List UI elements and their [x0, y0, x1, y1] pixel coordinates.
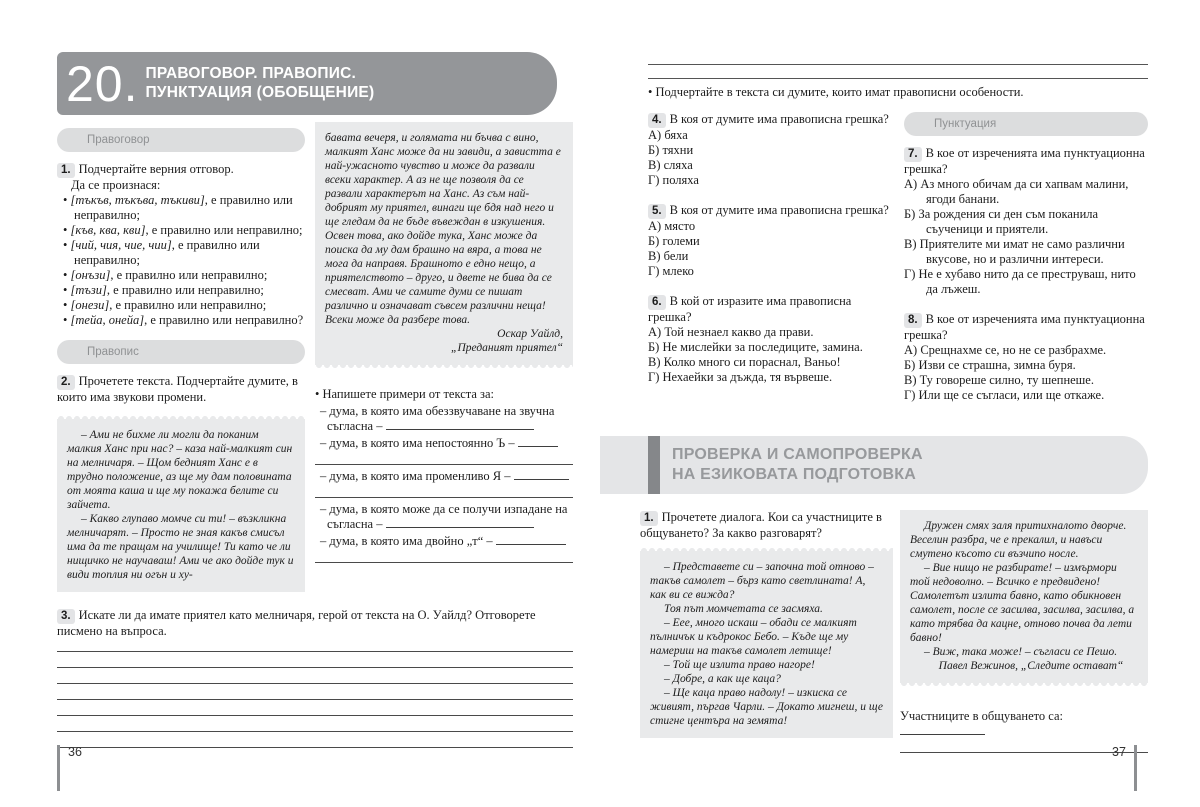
write-line [648, 78, 1148, 79]
excerpt-work-title: „Преданият приятел“ [451, 342, 563, 354]
page-footer-right [1112, 745, 1137, 791]
example-item: – дума, в която може да се получи изпадане на съгласна – [320, 502, 568, 531]
exercise-2-chip: 2. [57, 375, 75, 390]
answer-option: В) бели [648, 249, 689, 263]
excerpt-paragraph: – Какво глупаво момче си ти! – възкликна мелничарят. – Просто не зная какъв смисъл има да те пращам на училище! Ти като че ли нищичко не научаваш! Ами че ако дойде тук и види топлия ни огън и ху- [67, 513, 294, 581]
example-item: – дума, в която има непостоянно Ъ – [315, 436, 573, 451]
answer-option: В) Ту говореше силно, ту шепнеше. [904, 373, 1094, 387]
exercise-6-chip: 6. [648, 295, 666, 310]
write-line [57, 667, 573, 668]
right-page-columns [600, 112, 1148, 418]
exercise-7 [904, 146, 1148, 297]
write-blank [514, 469, 569, 480]
answer-option: Б) Изви се страшна, зимна буря. [904, 358, 1076, 372]
footer-bar [57, 745, 60, 791]
excerpt-paragraph: Дружен смях заля притихналото дворче. Веселин разбра, че е прекалил, и навъси смутено късото си възчипо носле. [910, 520, 1127, 560]
examples-intro: • Напишете примери от текста за: [315, 387, 495, 401]
questions-column-right [904, 112, 1148, 418]
exercise-2-text: Прочетете текста. Подчертайте думите, в които има звукови промени. [57, 374, 298, 404]
write-line [648, 64, 1148, 65]
example-item: – дума, в която има обеззвучаване на звучна съгласна – [320, 404, 555, 433]
answer-option: А) Срещнахме се, но не се разбрахме. [904, 343, 1107, 357]
exercise-2 [57, 374, 305, 405]
answer-option: А) място [648, 219, 696, 233]
answer-option: Г) Или ще се съгласи, или ще откаже. [904, 388, 1105, 402]
write-line [57, 731, 573, 732]
excerpt-paragraph: бавата вечеря, и голямата ни бъчва с вино, малкият Ханс може да ни завиди, а завистта е най-ужасното чувство и може да развали всеки характер. А аз не ще позволя да се развали характерът на Ханс. Аз съм най-добрият му приятел, винаги ще бдя над него и ще гледам да не бъде въвеждан в изкушения. Освен това, ако дойде тука, Ханс може да поиска да му дам брашно на вяра, а това не мога да направя. Брашното е едно нещо, а приятелството – друго, и двете не бива да се смесват. Ами че самите думи се пишат различно и означават съвсем различни неща! Всеки може да разбере това. [325, 132, 561, 326]
answer-prompt: Участниците в общуването са: [900, 709, 1064, 723]
exercise-5-question: В коя от думите има правописна грешка? [669, 203, 889, 217]
exercise-4-chip: 4. [648, 113, 666, 128]
write-blank [386, 517, 534, 528]
list-item: • [тъкъв, тъкъва, тъкиви], е правилно или неправилно; [63, 193, 293, 222]
exercise-4 [648, 112, 894, 188]
page-number: 37 [1112, 745, 1126, 759]
exercise-1-intro: 1. Подчертайте верния отговор. [57, 162, 305, 178]
exercise-7-chip: 7. [904, 147, 922, 162]
questions-column-left [648, 112, 894, 418]
lesson-number: 20. [66, 55, 139, 112]
exercise-5 [648, 203, 894, 279]
section-banner-bar [648, 436, 660, 494]
excerpt-author: Оскар Уайлд, [497, 328, 563, 340]
page-number: 36 [68, 745, 82, 759]
section-badge-pravopis: Правопис [57, 340, 305, 364]
example-item: – дума, в която има двойно „т“ – [315, 534, 573, 549]
excerpt-attribution: Павел Вежинов, „Следите остават“ [938, 660, 1124, 672]
excerpt-paragraph: – Той ще излита право нагоре! [664, 659, 815, 671]
lesson-banner [57, 52, 557, 115]
answer-option: А) Аз много обичам да си хапвам малини, ягоди банани. [904, 177, 1129, 206]
exercise-8 [904, 312, 1148, 403]
excerpt-paragraph: – Ще каца право надолу! – изкиска се живият, пъргав Чарли. – Докато мигнеш, и ще стигне центъра на земята! [650, 687, 883, 727]
answer-lines [57, 651, 573, 748]
answer-option: В) сляха [648, 158, 693, 172]
exercise-1b [640, 510, 893, 541]
answer-option: А) Той незнаел какво да прави. [648, 325, 814, 339]
exercise-6 [648, 294, 894, 385]
write-blank [386, 419, 534, 430]
excerpt-paragraph: – Виж, така може! – съгласи се Пешо. [924, 646, 1118, 658]
exercise-1b-chip: 1. [640, 511, 658, 526]
exercise-1-chip: 1. [57, 163, 75, 178]
write-line [57, 699, 573, 700]
footer-bar [1134, 745, 1137, 791]
left-page-columns [57, 122, 573, 592]
dialog-column-left [640, 510, 893, 753]
exercise-3-text: Искате ли да имате приятел като мелничаря, герой от текста на О. Уайлд? Отговорете писмено на въпроса. [57, 608, 536, 638]
answer-option: Г) поляха [648, 173, 699, 187]
answer-option: Г) Не е хубаво нито да се преструваш, нито да лъжеш. [904, 267, 1136, 296]
list-item: • [чий, чия, чие, чии], е правилно или неправилно; [63, 238, 260, 267]
write-line [57, 651, 573, 652]
lesson-title-line2: ПУНКТУАЦИЯ (ОБОБЩЕНИЕ) [145, 83, 375, 101]
write-line [315, 464, 573, 465]
exercise-3 [57, 608, 573, 639]
examples-task [315, 387, 573, 563]
answer-option: Б) големи [648, 234, 700, 248]
excerpt-paragraph: – Представете си – започна той отново – такъв самолет – бърз като светлината! А, как ви се вижда? [650, 561, 874, 601]
exercise-4-question: В коя от думите има правописна грешка? [669, 112, 889, 126]
list-item: • [тейа, онейа], е правилно или неправилно? [63, 313, 304, 327]
excerpt-paragraph: – Еее, много искаш – обади се малкият пълничък и къдрокос Бебо. – Къде ще му намериш на такъв самолет летище! [650, 617, 857, 657]
section-banner-proverka [600, 436, 1148, 494]
page-right [600, 52, 1148, 753]
answer-area [900, 709, 1148, 753]
section-banner-block [600, 436, 648, 494]
section-badge-pravogovor: Правоговор [57, 128, 305, 152]
exercise-5-chip: 5. [648, 204, 666, 219]
write-line [57, 747, 573, 748]
section-badge-punctuation: Пунктуация [904, 112, 1148, 136]
list-item: • [къв, ква, кви], е правилно или неправилно; [63, 223, 303, 237]
excerpt-box-vezhinov-part2 [900, 510, 1148, 683]
exercise-8-question: В кое от изреченията има пунктуационна грешка? [904, 312, 1145, 342]
exercise-8-chip: 8. [904, 313, 922, 328]
lesson-title-line1: ПРАВОГОВОР. ПРАВОПИС. [145, 64, 356, 82]
list-item: • [онъзи], е правилно или неправилно; [63, 268, 268, 282]
list-item: • [онези], е правилно или неправилно; [63, 298, 267, 312]
exercise-1b-text: Прочетете диалога. Кои са участниците в общуването? За какво разговарят? [640, 510, 882, 540]
excerpt-paragraph: – Ами не бихме ли могли да поканим малкия Ханс при нас? – каза най-малкият син на мелничаря. – Щом бедният Ханс е в трудно положение, аз ще му дам половината от моята каша и ще му покажа белите си зайчета. [67, 429, 293, 511]
exercise-1 [57, 162, 305, 328]
write-line [57, 683, 573, 684]
dialog-column-right [900, 510, 1148, 753]
exercise-3-chip: 3. [57, 609, 75, 624]
exercise-7-question: В кое от изреченията има пунктуационна грешка? [904, 146, 1145, 176]
answer-option: А) бяха [648, 128, 688, 142]
write-line [315, 497, 573, 498]
answer-option: Б) Не мислейки за последиците, замина. [648, 340, 863, 354]
exercise-6-question: В кой от изразите има правописна грешка? [648, 294, 852, 324]
excerpt-paragraph: Тоя път момчетата се засмяха. [664, 603, 823, 615]
write-line [57, 715, 573, 716]
excerpt-paragraph: – Вие нищо не разбирате! – измърмори той недоволно. – Всичко е предвидено! Самолетът излита бавно, като обикновен самолет, после се засилва, засилва, засилва, а като трябва да кацне, отново почва да лети бавно! [910, 562, 1135, 644]
answer-option: В) Колко много си пораснал, Ваньо! [648, 355, 841, 369]
right-page-top [648, 64, 1148, 100]
section-banner-title: ПРОВЕРКА И САМОПРОВЕРКА НА ЕЗИКОВАТА ПОДГОТОВКА [672, 446, 923, 483]
page-left [57, 52, 573, 763]
excerpt-box-wilde-part2 [315, 122, 573, 365]
middle-column [315, 122, 573, 592]
dialog-section-columns [600, 510, 1148, 753]
answer-option: Г) Нехаейки за дъжда, тя вървеше. [648, 370, 833, 384]
write-line [315, 562, 573, 563]
lesson-title [146, 65, 375, 103]
top-task: • Подчертайте в текста си думите, които имат правописни особености. [648, 85, 1024, 99]
excerpt-box-wilde-part1 [57, 419, 305, 592]
exercise-1-lead: Да се произнася: [71, 178, 161, 192]
answer-option: В) Приятелите ми имат не само различни вкусове, но и различни интереси. [904, 237, 1125, 266]
excerpt-paragraph: – Добре, а как ще каца? [664, 673, 781, 685]
left-column [57, 122, 305, 592]
page-footer-left [57, 745, 82, 791]
write-blank [900, 724, 985, 735]
list-item: • [тъзи], е правилно или неправилно; [63, 283, 264, 297]
write-line [900, 752, 1148, 753]
answer-option: Г) млеко [648, 264, 694, 278]
example-item: – дума, в която има променливо Я – [315, 469, 573, 484]
write-blank [496, 534, 566, 545]
write-blank [518, 436, 558, 447]
answer-option: Б) тяхни [648, 143, 694, 157]
answer-option: Б) За рождения си ден съм поканила съученици и приятели. [904, 207, 1099, 236]
excerpt-box-vezhinov-part1 [640, 551, 893, 738]
